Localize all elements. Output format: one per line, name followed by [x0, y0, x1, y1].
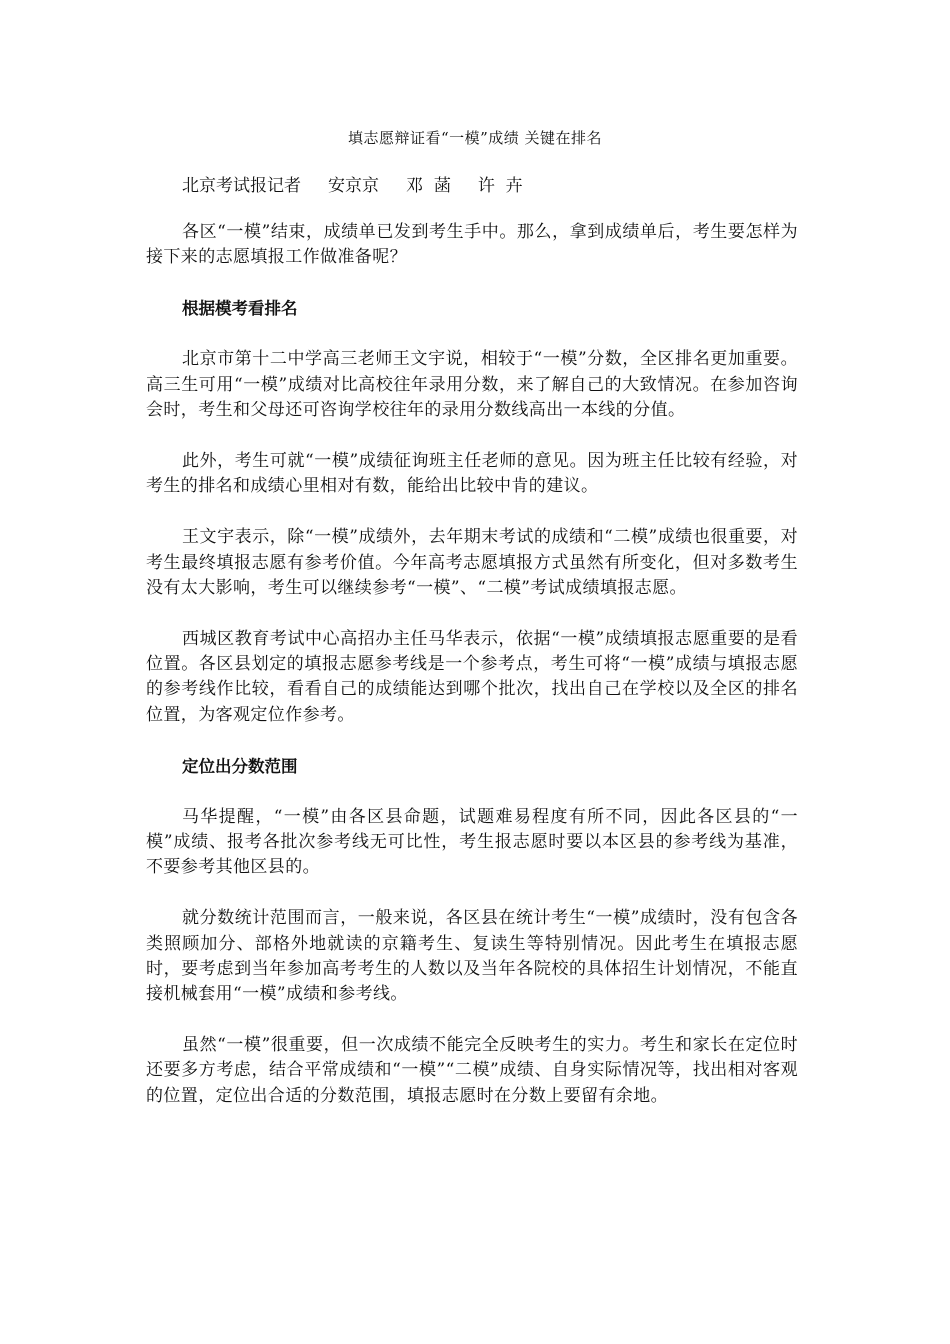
paragraph: 此外，考生可就“一模”成绩征询班主任老师的意见。因为班主任比较有经验，对考生的排名和成绩心里相对有数，能给出比较中肯的建议。: [146, 451, 798, 497]
paragraph: 王文宇表示，除“一模”成绩外，去年期末考试的成绩和“二模”成绩也很重要，对考生最终填报志愿有参考价值。今年高考志愿填报方式虽然有所变化，但对多数考生没有太大影响，考生可以继续参考“一模”、“二模”考试成绩填报志愿。: [146, 527, 798, 598]
paragraph: 虽然“一模”很重要，但一次成绩不能完全反映考生的实力。考生和家长在定位时还要多方考虑，结合平常成绩和“一模”“二模”成绩、自身实际情况等，找出相对客观的位置，定位出合适的分数范围，填报志愿时在分数上要留有余地。: [146, 1035, 798, 1106]
byline: 北京考试报记者 安京京 邓 菡 许 卉: [182, 176, 523, 196]
article-title: 填志愿辩证看“一模”成绩 关键在排名: [347, 129, 603, 147]
paragraph: 西城区教育考试中心高招办主任马华表示，依据“一模”成绩填报志愿重要的是看位置。各区县划定的填报志愿参考线是一个参考点，考生可将“一模”成绩与填报志愿的参考线作比较，看看自己的成绩能达到哪个批次，找出自己在学校以及全区的排名位置，为客观定位作参考。: [146, 629, 798, 725]
section-heading: 定位出分数范围: [182, 756, 298, 776]
section-heading: 根据模考看排名: [182, 299, 298, 319]
paragraph: 各区“一模”结束，成绩单已发到考生手中。那么，拿到成绩单后，考生要怎样为接下来的志愿填报工作做准备呢？: [146, 222, 798, 268]
paragraph: 马华提醒，“一模”由各区县命题，试题难易程度有所不同，因此各区县的“一模”成绩、报考各批次参考线无可比性，考生报志愿时要以本区县的参考线为基准，不要参考其他区县的。: [146, 806, 798, 878]
paragraph: 北京市第十二中学高三老师王文宇说，相较于“一模”分数，全区排名更加重要。高三生可用“一模”成绩对比高校往年录用分数，来了解自己的大致情况。在参加咨询会时，考生和父母还可咨询学校往年的录用分数线高出一本线的分值。: [146, 349, 798, 420]
paragraph: 就分数统计范围而言，一般来说，各区县在统计考生“一模”成绩时，没有包含各类照顾加分、部格外地就读的京籍考生、复读生等特别情况。因此考生在填报志愿时，要考虑到当年参加高考考生的人数以及当年各院校的具体招生计划情况，不能直接机械套用“一模”成绩和参考线。: [146, 908, 798, 1005]
article-body: [146, 220, 798, 1135]
